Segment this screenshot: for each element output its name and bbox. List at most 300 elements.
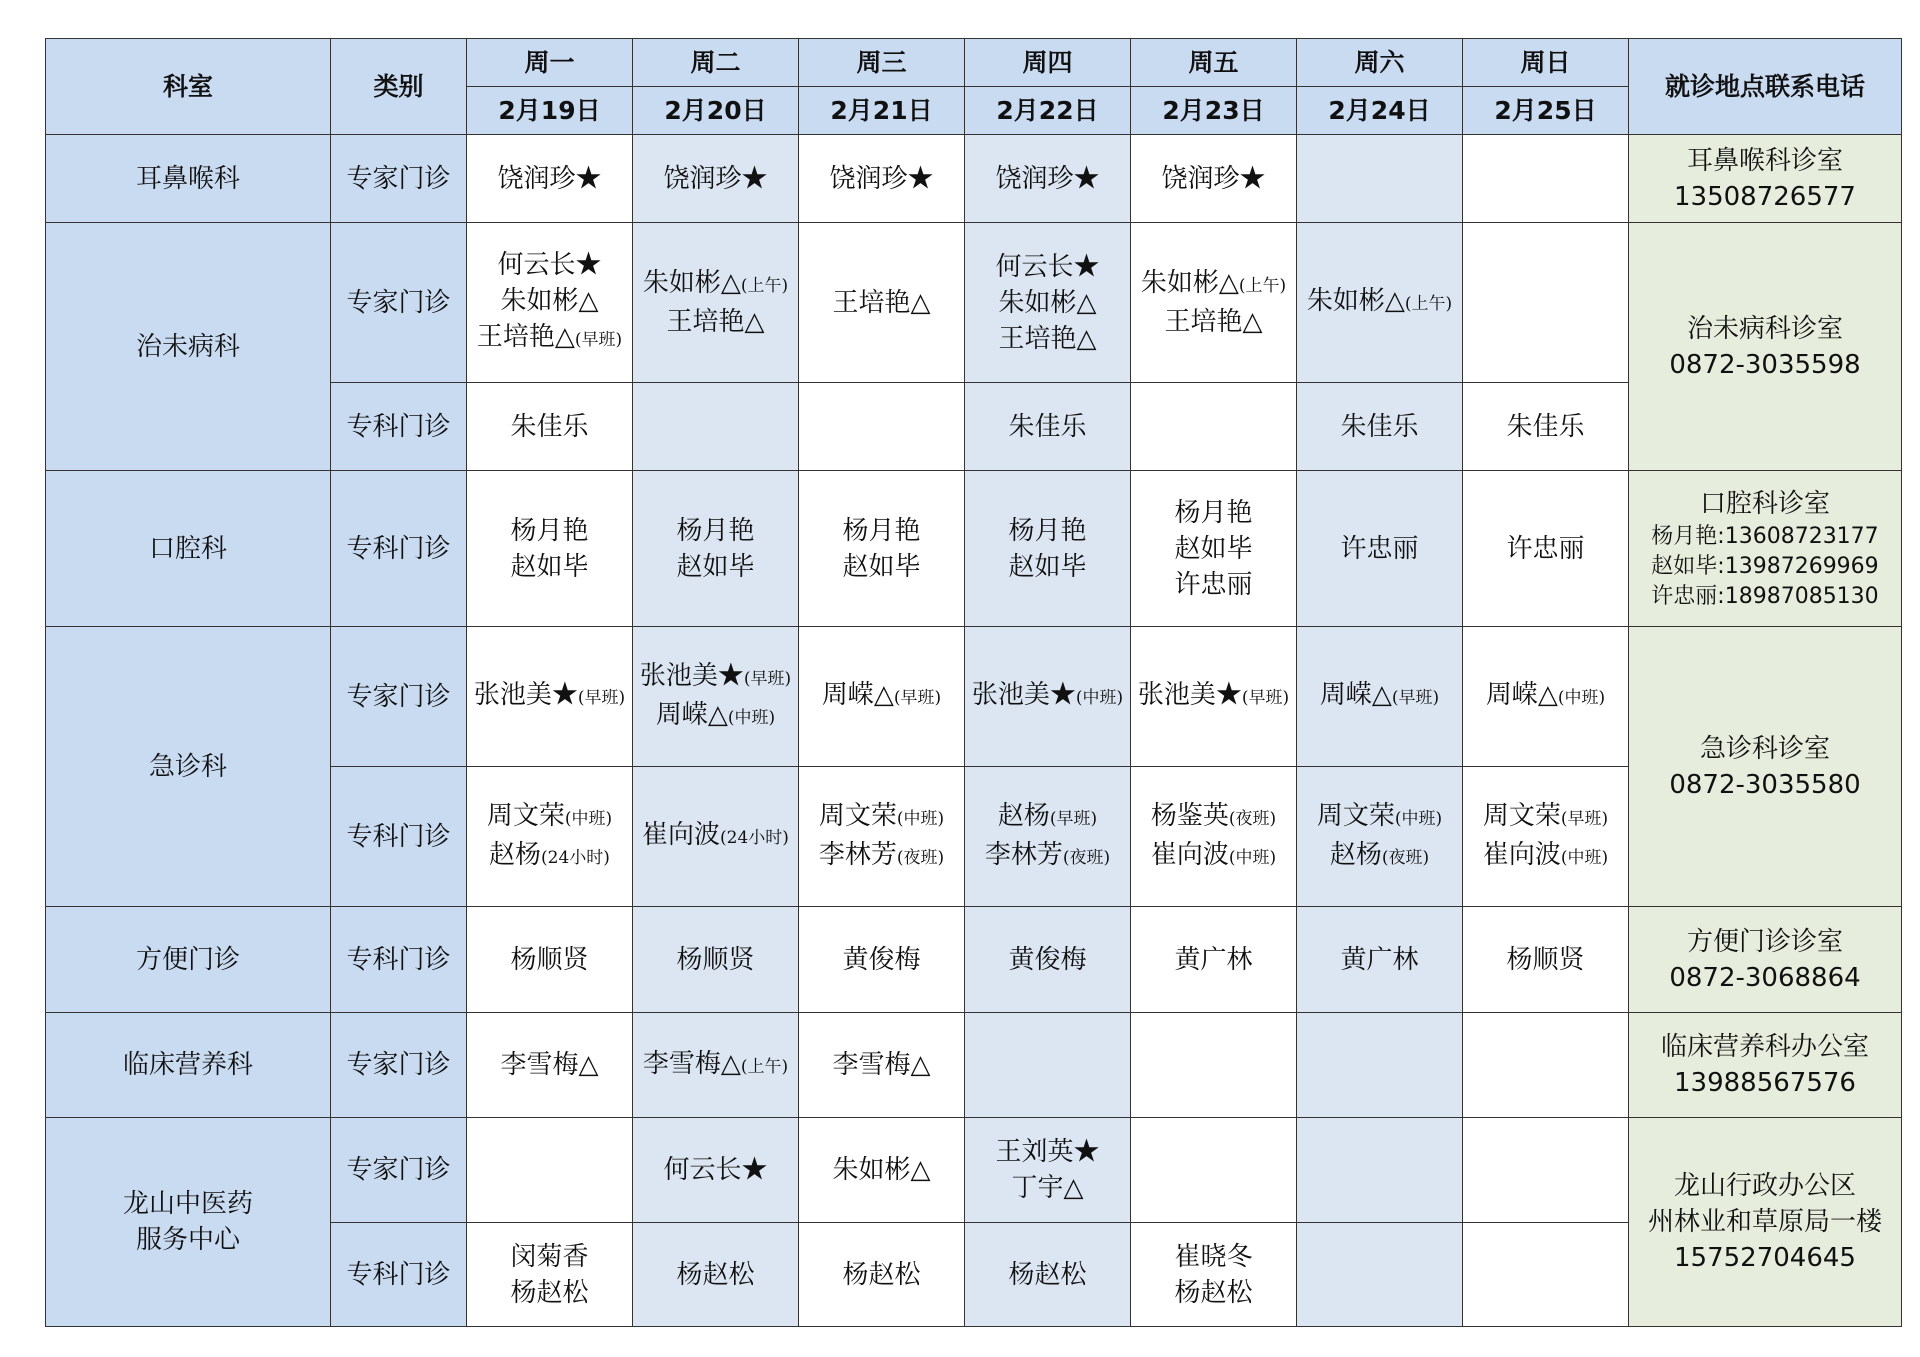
shift-note: (中班) bbox=[1557, 688, 1606, 708]
doctor-entry bbox=[635, 161, 796, 197]
shift-note: (夜班) bbox=[1381, 847, 1430, 868]
doctor-entry bbox=[469, 513, 630, 549]
schedule-cell bbox=[1131, 383, 1297, 471]
doctor-name: 朱如彬△ bbox=[1306, 286, 1405, 316]
schedule-cell bbox=[1131, 1223, 1297, 1327]
doctor-name: 饶润珍★ bbox=[829, 163, 934, 194]
doctor-entry bbox=[635, 549, 796, 585]
table-row bbox=[46, 135, 1902, 223]
doctor-name: 王培艳△ bbox=[476, 322, 575, 352]
doctor-name: 朱如彬△ bbox=[998, 287, 1097, 318]
schedule-cell bbox=[965, 383, 1131, 471]
doctor-entry bbox=[635, 513, 796, 549]
doctor-name: 周嵘△ bbox=[821, 680, 894, 710]
doctor-name: 黄广林 bbox=[1340, 944, 1419, 975]
dept-name bbox=[46, 627, 331, 907]
shift-note: (早班) bbox=[743, 668, 792, 689]
doctor-entry bbox=[967, 1134, 1128, 1170]
doctor-entry bbox=[967, 409, 1128, 445]
location-line: 13508726577 bbox=[1674, 181, 1856, 212]
phone-line: 许忠丽:18987085130 bbox=[1651, 583, 1879, 609]
doctor-name: 崔晓冬 bbox=[1174, 1241, 1253, 1272]
schedule-cell bbox=[633, 1118, 799, 1223]
doctor-entry bbox=[801, 549, 962, 585]
header-row-weekdays bbox=[46, 39, 1902, 87]
schedule-cell bbox=[633, 1013, 799, 1118]
shift-note: (中班) bbox=[1394, 808, 1443, 829]
doctor-name: 朱如彬△ bbox=[500, 286, 599, 316]
doctor-name: 赵杨 bbox=[997, 800, 1050, 831]
schedule-cell bbox=[1297, 135, 1463, 223]
doctor-entry bbox=[801, 1152, 962, 1188]
schedule-cell bbox=[1463, 471, 1629, 627]
doctor-name: 王刘英★ bbox=[995, 1137, 1100, 1167]
doctor-entry bbox=[635, 817, 796, 856]
doctor-entry bbox=[635, 1046, 796, 1085]
category-cell: 专科门诊 bbox=[331, 471, 467, 627]
dept-name bbox=[46, 223, 331, 471]
header-weekday: 周三 bbox=[799, 39, 965, 87]
schedule-cell bbox=[965, 767, 1131, 907]
shift-note: (早班) bbox=[893, 688, 942, 708]
doctor-entry bbox=[635, 265, 796, 304]
doctor-name: 何云长★ bbox=[497, 250, 602, 280]
schedule-cell bbox=[799, 135, 965, 223]
shift-note: (早班) bbox=[577, 688, 626, 708]
doctor-entry bbox=[1133, 495, 1294, 531]
doctor-entry bbox=[801, 1047, 962, 1083]
doctor-name: 朱佳乐 bbox=[1340, 411, 1419, 442]
schedule-cell bbox=[1131, 223, 1297, 383]
doctor-name: 饶润珍★ bbox=[1161, 163, 1266, 194]
header-date: 2月25日 bbox=[1463, 87, 1629, 135]
shift-note: (夜班) bbox=[1228, 808, 1277, 829]
doctor-name: 李雪梅△ bbox=[642, 1048, 741, 1079]
location-line: 治未病科诊室 bbox=[1686, 313, 1843, 344]
doctor-entry bbox=[469, 1239, 630, 1275]
dept-name-line: 龙山中医药 bbox=[122, 1189, 253, 1219]
schedule-cell bbox=[965, 1223, 1131, 1327]
dept-name-line: 服务中心 bbox=[135, 1225, 240, 1255]
schedule-cell bbox=[1297, 383, 1463, 471]
doctor-entry bbox=[469, 247, 630, 283]
doctor-name: 赵杨 bbox=[489, 839, 542, 870]
schedule-cell bbox=[1297, 471, 1463, 627]
location-line: 急诊科诊室 bbox=[1699, 733, 1830, 764]
doctor-name: 杨月艳 bbox=[1174, 497, 1253, 528]
location-cell bbox=[1629, 627, 1902, 907]
schedule-cell bbox=[1131, 1013, 1297, 1118]
dept-name bbox=[46, 1013, 331, 1118]
doctor-entry bbox=[1299, 677, 1460, 716]
shift-note: (早班) bbox=[1391, 688, 1440, 708]
schedule-cell bbox=[799, 223, 965, 383]
doctor-name: 朱佳乐 bbox=[1506, 411, 1585, 442]
location-cell bbox=[1629, 135, 1902, 223]
doctor-entry bbox=[1133, 798, 1294, 837]
doctor-entry bbox=[1133, 1275, 1294, 1311]
doctor-entry bbox=[469, 409, 630, 445]
table-row bbox=[46, 627, 1902, 767]
doctor-entry bbox=[1299, 798, 1460, 837]
doctor-name: 黄广林 bbox=[1174, 944, 1253, 975]
doctor-name: 李林芳 bbox=[818, 839, 897, 870]
doctor-entry bbox=[469, 283, 630, 319]
doctor-entry bbox=[967, 513, 1128, 549]
doctor-entry bbox=[1133, 942, 1294, 978]
shift-note: (中班) bbox=[1560, 847, 1609, 868]
shift-note: (中班) bbox=[896, 808, 945, 829]
doctor-name: 杨顺贤 bbox=[510, 944, 589, 975]
location-line: 0872-3035580 bbox=[1669, 769, 1861, 800]
location-cell bbox=[1629, 1118, 1902, 1327]
doctor-name: 崔向波 bbox=[1482, 839, 1561, 870]
schedule-cell bbox=[467, 1013, 633, 1118]
doctor-name: 杨月艳 bbox=[676, 515, 755, 546]
schedule-cell bbox=[965, 1013, 1131, 1118]
shift-note: (夜班) bbox=[896, 847, 945, 868]
doctor-entry bbox=[967, 1257, 1128, 1293]
doctor-name: 杨赵松 bbox=[510, 1277, 589, 1308]
header-weekday: 周二 bbox=[633, 39, 799, 87]
doctor-name: 朱如彬△ bbox=[1140, 268, 1239, 298]
doctor-name: 张池美★ bbox=[639, 660, 744, 691]
dept-name-line: 耳鼻喉科 bbox=[135, 163, 240, 194]
doctor-name: 崔向波 bbox=[1150, 839, 1229, 870]
doctor-entry bbox=[967, 249, 1128, 285]
dept-name bbox=[46, 471, 331, 627]
schedule-cell bbox=[799, 767, 965, 907]
doctor-entry bbox=[469, 677, 630, 716]
doctor-name: 朱如彬△ bbox=[642, 268, 741, 298]
category-cell: 专家门诊 bbox=[331, 627, 467, 767]
schedule-cell bbox=[965, 1118, 1131, 1223]
table-row bbox=[46, 471, 1902, 627]
schedule-cell bbox=[633, 767, 799, 907]
location-cell bbox=[1629, 223, 1902, 471]
location-line: 耳鼻喉科诊室 bbox=[1686, 145, 1843, 176]
doctor-entry bbox=[967, 161, 1128, 197]
doctor-name: 王培艳△ bbox=[666, 307, 765, 337]
doctor-name: 杨赵松 bbox=[676, 1259, 755, 1290]
schedule-cell bbox=[965, 627, 1131, 767]
doctor-entry bbox=[967, 677, 1128, 716]
doctor-name: 周嵘△ bbox=[655, 699, 728, 730]
schedule-cell bbox=[1463, 223, 1629, 383]
doctor-name: 杨月艳 bbox=[1008, 515, 1087, 546]
header-location: 就诊地点联系电话 bbox=[1629, 39, 1902, 135]
doctor-entry bbox=[1299, 942, 1460, 978]
schedule-cell bbox=[633, 471, 799, 627]
doctor-name: 饶润珍★ bbox=[995, 163, 1100, 194]
schedule-cell bbox=[633, 223, 799, 383]
header-weekday: 周四 bbox=[965, 39, 1131, 87]
doctor-entry bbox=[1299, 283, 1460, 322]
schedule-cell bbox=[1131, 1118, 1297, 1223]
doctor-entry bbox=[967, 321, 1128, 357]
schedule-cell bbox=[1297, 1223, 1463, 1327]
location-cell bbox=[1629, 1013, 1902, 1118]
doctor-name: 何云长★ bbox=[663, 1155, 768, 1185]
schedule-cell bbox=[1463, 907, 1629, 1013]
doctor-name: 王培艳△ bbox=[832, 287, 931, 318]
doctor-entry bbox=[635, 942, 796, 978]
doctor-entry bbox=[801, 677, 962, 716]
header-weekday: 周日 bbox=[1463, 39, 1629, 87]
doctor-name: 王培艳△ bbox=[998, 323, 1097, 354]
doctor-name: 崔向波 bbox=[642, 820, 721, 850]
phone-line: 赵如毕:13987269969 bbox=[1651, 553, 1879, 579]
shift-note: (上午) bbox=[740, 276, 789, 296]
schedule-cell bbox=[1463, 1118, 1629, 1223]
location-cell bbox=[1629, 471, 1902, 627]
doctor-name: 赵如毕 bbox=[676, 551, 755, 582]
doctor-entry bbox=[801, 837, 962, 876]
schedule-cell bbox=[1463, 135, 1629, 223]
table-row bbox=[46, 223, 1902, 383]
location-line: 龙山行政办公区 bbox=[1673, 1171, 1856, 1201]
table-row bbox=[46, 907, 1902, 1013]
doctor-entry bbox=[1133, 677, 1294, 716]
dept-name bbox=[46, 1118, 331, 1327]
doctor-name: 杨月艳 bbox=[842, 515, 921, 546]
doctor-entry bbox=[635, 697, 796, 736]
schedule-table bbox=[45, 38, 1902, 1327]
schedule-cell bbox=[467, 627, 633, 767]
category-cell: 专科门诊 bbox=[331, 907, 467, 1013]
doctor-name: 杨赵松 bbox=[1174, 1277, 1253, 1308]
schedule-cell bbox=[799, 1118, 965, 1223]
doctor-name: 饶润珍★ bbox=[497, 163, 602, 194]
doctor-name: 周文荣 bbox=[1316, 800, 1395, 831]
schedule-cell bbox=[1297, 627, 1463, 767]
shift-note: (夜班) bbox=[1062, 847, 1111, 868]
doctor-entry bbox=[469, 798, 630, 837]
doctor-name: 周文荣 bbox=[818, 800, 897, 831]
schedule-cell bbox=[467, 1223, 633, 1327]
doctor-name: 许忠丽 bbox=[1506, 533, 1585, 564]
schedule-cell bbox=[799, 627, 965, 767]
schedule-cell bbox=[467, 1118, 633, 1223]
doctor-name: 赵如毕 bbox=[1174, 533, 1253, 564]
schedule-cell bbox=[965, 223, 1131, 383]
category-cell: 专家门诊 bbox=[331, 223, 467, 383]
category-cell: 专科门诊 bbox=[331, 383, 467, 471]
location-line: 州林业和草原局一楼 bbox=[1647, 1207, 1882, 1237]
location-line: 口腔科诊室 bbox=[1699, 488, 1830, 519]
schedule-cell bbox=[1131, 627, 1297, 767]
doctor-entry bbox=[469, 942, 630, 978]
doctor-entry bbox=[801, 1257, 962, 1293]
doctor-entry bbox=[801, 513, 962, 549]
doctor-name: 赵如毕 bbox=[510, 551, 589, 582]
shift-note: (中班) bbox=[1075, 688, 1124, 708]
schedule-cell bbox=[1297, 767, 1463, 907]
dept-name-line: 治未病科 bbox=[135, 331, 240, 362]
doctor-entry bbox=[1299, 837, 1460, 876]
doctor-entry bbox=[469, 549, 630, 585]
doctor-name: 张池美★ bbox=[1137, 680, 1242, 710]
doctor-entry bbox=[635, 1152, 796, 1188]
category-cell: 专科门诊 bbox=[331, 767, 467, 907]
dept-name bbox=[46, 135, 331, 223]
phone-line: 杨月艳:13608723177 bbox=[1651, 523, 1879, 549]
doctor-entry bbox=[1133, 161, 1294, 197]
shift-note: (上午) bbox=[740, 1056, 789, 1077]
schedule-cell bbox=[1463, 383, 1629, 471]
doctor-entry bbox=[1133, 531, 1294, 567]
schedule-body bbox=[46, 135, 1902, 1327]
location-line: 0872-3035598 bbox=[1669, 349, 1861, 380]
schedule-cell bbox=[467, 907, 633, 1013]
doctor-name: 闵菊香 bbox=[510, 1241, 589, 1272]
schedule-cell bbox=[799, 907, 965, 1013]
shift-note: (早班) bbox=[1049, 808, 1098, 829]
doctor-entry bbox=[1465, 798, 1626, 837]
shift-note: (24小时) bbox=[720, 828, 789, 848]
doctor-entry bbox=[1465, 409, 1626, 445]
doctor-name: 张池美★ bbox=[971, 680, 1076, 710]
location-cell bbox=[1629, 907, 1902, 1013]
category-cell: 专家门诊 bbox=[331, 1118, 467, 1223]
doctor-entry bbox=[967, 549, 1128, 585]
category-cell: 专科门诊 bbox=[331, 1223, 467, 1327]
schedule-cell bbox=[1463, 767, 1629, 907]
doctor-entry bbox=[635, 658, 796, 697]
doctor-name: 杨顺贤 bbox=[1506, 944, 1585, 975]
dept-name-line: 方便门诊 bbox=[135, 944, 240, 975]
schedule-cell bbox=[1297, 1118, 1463, 1223]
schedule-cell bbox=[633, 907, 799, 1013]
schedule-cell bbox=[467, 135, 633, 223]
schedule-cell bbox=[1131, 767, 1297, 907]
header-dept: 科室 bbox=[46, 39, 331, 135]
doctor-name: 何云长★ bbox=[995, 251, 1100, 282]
doctor-name: 李雪梅△ bbox=[500, 1050, 599, 1080]
doctor-entry bbox=[967, 798, 1128, 837]
dept-name bbox=[46, 907, 331, 1013]
doctor-entry bbox=[1133, 567, 1294, 603]
table-row bbox=[46, 1013, 1902, 1118]
schedule-cell bbox=[965, 907, 1131, 1013]
doctor-entry bbox=[1465, 677, 1626, 716]
schedule-cell bbox=[799, 471, 965, 627]
doctor-entry bbox=[1465, 942, 1626, 978]
doctor-entry bbox=[967, 285, 1128, 321]
doctor-entry bbox=[801, 161, 962, 197]
doctor-entry bbox=[635, 304, 796, 340]
schedule-cell bbox=[965, 471, 1131, 627]
doctor-name: 饶润珍★ bbox=[663, 163, 768, 194]
header-category: 类别 bbox=[331, 39, 467, 135]
location-line: 15752704645 bbox=[1674, 1243, 1856, 1273]
header-weekday: 周一 bbox=[467, 39, 633, 87]
header-date: 2月21日 bbox=[799, 87, 965, 135]
schedule-cell bbox=[633, 1223, 799, 1327]
doctor-entry bbox=[635, 1257, 796, 1293]
doctor-name: 黄俊梅 bbox=[1008, 944, 1087, 975]
schedule-cell bbox=[467, 471, 633, 627]
doctor-name: 杨赵松 bbox=[842, 1259, 921, 1290]
doctor-name: 赵如毕 bbox=[1008, 551, 1087, 582]
doctor-entry bbox=[1133, 1239, 1294, 1275]
schedule-cell bbox=[1131, 135, 1297, 223]
doctor-name: 许忠丽 bbox=[1340, 533, 1419, 564]
schedule-cell bbox=[1463, 627, 1629, 767]
header-date: 2月20日 bbox=[633, 87, 799, 135]
doctor-name: 杨鉴英 bbox=[1150, 800, 1229, 831]
shift-note: (中班) bbox=[727, 707, 776, 728]
schedule-cell bbox=[799, 383, 965, 471]
doctor-entry bbox=[1465, 837, 1626, 876]
schedule-cell bbox=[467, 383, 633, 471]
doctor-entry bbox=[469, 319, 630, 358]
location-line: 0872-3068864 bbox=[1669, 962, 1861, 993]
doctor-name: 王培艳△ bbox=[1164, 307, 1263, 337]
doctor-entry bbox=[1299, 409, 1460, 445]
doctor-name: 杨赵松 bbox=[1008, 1259, 1087, 1290]
shift-note: (上午) bbox=[1238, 276, 1287, 296]
category-cell: 专家门诊 bbox=[331, 1013, 467, 1118]
shift-note: (中班) bbox=[564, 808, 613, 829]
shift-note: (早班) bbox=[574, 330, 623, 350]
doctor-name: 赵杨 bbox=[1329, 839, 1382, 870]
doctor-name: 周文荣 bbox=[1482, 800, 1561, 831]
schedule-cell bbox=[1131, 471, 1297, 627]
dept-name-line: 临床营养科 bbox=[122, 1050, 253, 1080]
doctor-entry bbox=[801, 285, 962, 321]
schedule-cell bbox=[799, 1223, 965, 1327]
schedule-cell bbox=[1297, 1013, 1463, 1118]
schedule-cell bbox=[467, 223, 633, 383]
schedule-cell bbox=[633, 627, 799, 767]
header-weekday: 周六 bbox=[1297, 39, 1463, 87]
doctor-name: 黄俊梅 bbox=[842, 944, 921, 975]
doctor-entry bbox=[1133, 265, 1294, 304]
shift-note: (上午) bbox=[1404, 294, 1453, 314]
doctor-name: 朱佳乐 bbox=[510, 411, 589, 442]
doctor-name: 许忠丽 bbox=[1174, 569, 1253, 600]
doctor-entry bbox=[1465, 531, 1626, 567]
table-row bbox=[46, 1118, 1902, 1223]
doctor-entry bbox=[967, 837, 1128, 876]
shift-note: (中班) bbox=[1228, 847, 1277, 868]
category-cell: 专家门诊 bbox=[331, 135, 467, 223]
location-line: 方便门诊诊室 bbox=[1686, 926, 1843, 957]
doctor-name: 杨顺贤 bbox=[676, 944, 755, 975]
doctor-entry bbox=[801, 798, 962, 837]
doctor-entry bbox=[469, 1275, 630, 1311]
location-line: 临床营养科办公室 bbox=[1660, 1032, 1869, 1062]
schedule-cell bbox=[633, 383, 799, 471]
schedule-cell bbox=[1297, 907, 1463, 1013]
doctor-entry bbox=[469, 1047, 630, 1083]
header-date: 2月24日 bbox=[1297, 87, 1463, 135]
doctor-entry bbox=[1133, 837, 1294, 876]
shift-note: (早班) bbox=[1560, 808, 1609, 829]
doctor-name: 周文荣 bbox=[486, 800, 565, 831]
dept-name-line: 口腔科 bbox=[148, 533, 227, 564]
dept-name-line: 急诊科 bbox=[148, 751, 227, 782]
header-date: 2月23日 bbox=[1131, 87, 1297, 135]
doctor-name: 赵如毕 bbox=[842, 551, 921, 582]
doctor-entry bbox=[469, 837, 630, 876]
schedule-cell bbox=[965, 135, 1131, 223]
doctor-name: 周嵘△ bbox=[1319, 680, 1392, 710]
doctor-entry bbox=[1299, 531, 1460, 567]
schedule-cell bbox=[799, 1013, 965, 1118]
doctor-entry bbox=[801, 942, 962, 978]
